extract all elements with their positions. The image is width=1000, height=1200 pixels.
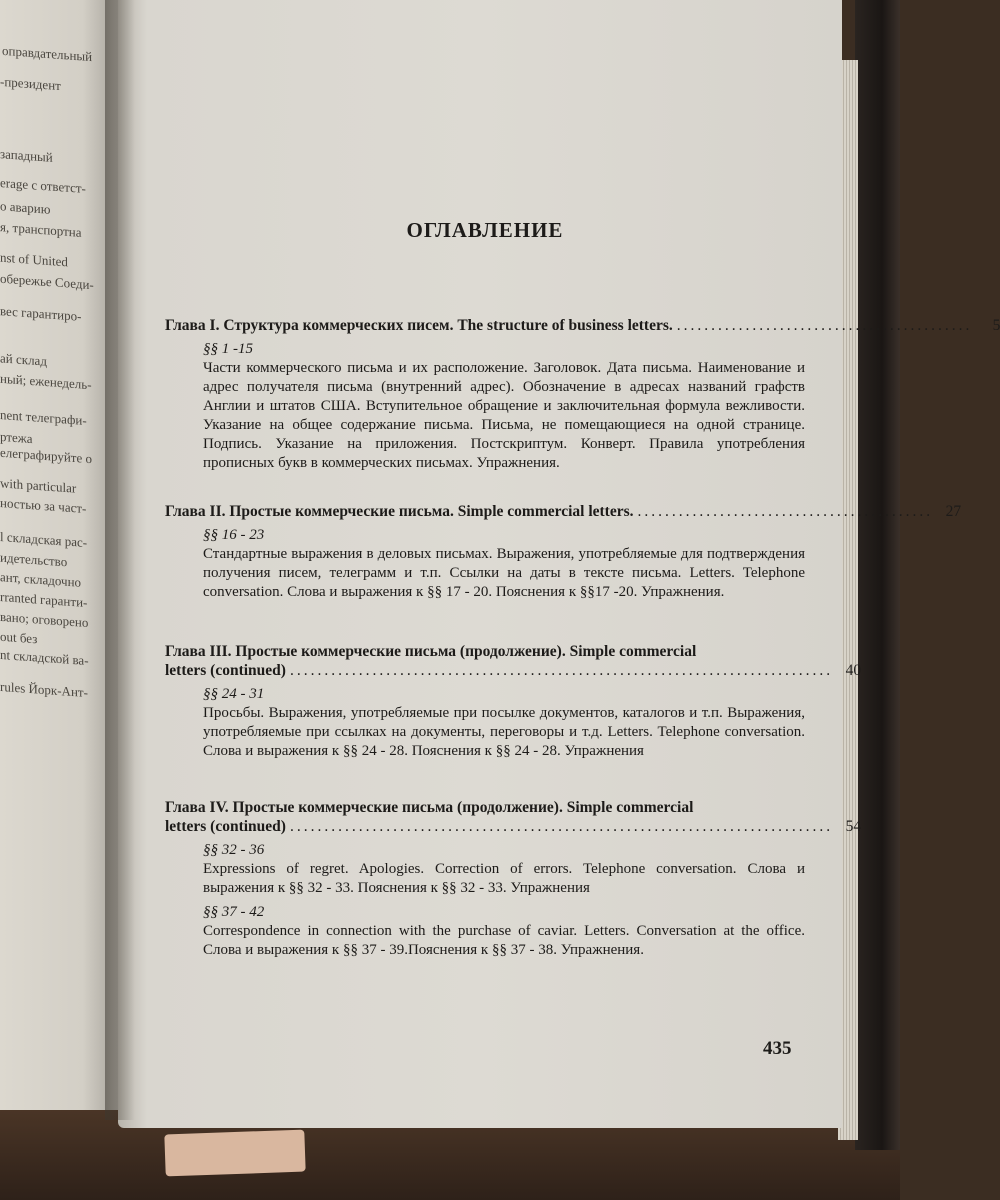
chapter-heading: Глава III. Простые коммерческие письма (продолжение). Simple commercial (165, 643, 697, 660)
chapter-entry (165, 502, 962, 602)
section-ref: §§ 1 -15 (203, 341, 253, 357)
chapter-page-number: 40 (845, 662, 862, 679)
left-page-fragment: rules Йорк-Ант- (0, 678, 88, 701)
page-title: ОГЛАВЛЕНИЕ (406, 218, 564, 242)
left-page-fragment: -президент (0, 73, 61, 94)
chapter-entry (165, 798, 862, 960)
left-page-fragment: ртежа (0, 428, 33, 447)
left-page-fragment: ностью за част- (0, 494, 87, 517)
left-page-fragment: with particular (0, 475, 77, 496)
leader-dots: ............................................................................... (289, 662, 834, 679)
left-page-fragment: nst of United (0, 249, 68, 270)
chapter-entry (165, 316, 1000, 473)
left-page-fragment: erage с ответст- (0, 174, 86, 197)
left-page-fragment: nt складской ва- (0, 646, 89, 669)
left-page-fragment: nent телеграфи- (0, 406, 87, 429)
chapter-heading-continued: letters (continued) (165, 662, 286, 679)
left-page-fragment: out без (0, 628, 38, 647)
left-page-fragment: обережье Соеди- (0, 270, 94, 293)
left-page-fragment: оправдательный (2, 42, 93, 65)
section-ref: §§ 24 - 31 (203, 686, 265, 702)
left-page-fragment: ант, складочно (0, 569, 82, 590)
left-page-fragment: ный; еженедель- (0, 370, 92, 393)
chapter-heading-line (165, 661, 862, 680)
section-description: Expressions of regret. Apologies. Correction of errors. Telephone conversation. Слова и выражения к §§ 32 - 33. Пояснения к §§ 32 - 33. Упражнения (203, 861, 805, 896)
chapter-heading: Глава IV. Простые коммерческие письма (продолжение). Simple commercial (165, 799, 694, 816)
chapter-heading-line (165, 502, 962, 521)
page-number: 435 (763, 1038, 792, 1059)
left-page-fragment: елеграфируйте о (0, 444, 92, 467)
left-page-fragment: западный (0, 146, 53, 165)
left-page-fragment: я, транспортна (0, 219, 82, 240)
chapter-heading-line (165, 316, 1000, 335)
left-page-fragment: о аварию (0, 198, 51, 217)
section-description: Части коммерческого письма и их расположение. Заголовок. Дата письма. Наименование и адрес получателя письма (внутренний адрес). Обозначение в адресах названий графств Англии и штатов США. Вступительное обращение и заключительная формула вежливости. Указание на общее содержание письма. Письма, не помещающиеся на одной странице. Подпись. Указание на приложения. Постскриптум. Конверт. Правила употребления прописных букв в коммерческих письмах. Упражнения. (203, 360, 805, 471)
gutter-shadow (105, 0, 135, 1120)
section-description: Просьбы. Выражения, употребляемые при посылке документов, каталогов и т.п. Выражения, употребляемые при ссылках на документы, переговоры и т.д. Letters. Telephone conversation. Слова и выражения к §§ 24 - 28. Пояснения к §§ 24 - 28. Упражнения (203, 705, 805, 759)
book-cover-edge (855, 0, 900, 1150)
leader-dots: ........................................... (676, 317, 973, 334)
left-page-fragment: ай склад (0, 350, 47, 369)
chapter-page-number: 54 (845, 818, 862, 835)
left-page-fragment: вес гарантиро- (0, 303, 82, 324)
chapter-heading-continued: letters (continued) (165, 818, 286, 835)
section-ref: §§ 32 - 36 (203, 842, 265, 858)
left-page-fragment: идетельство (0, 549, 68, 570)
chapter-page-number: 27 (945, 503, 962, 520)
chapter-entry (165, 642, 862, 761)
leader-dots: ............................................................................... (289, 818, 834, 835)
left-page-fragment: l складская рас- (0, 528, 88, 551)
section-ref: §§ 37 - 42 (203, 904, 265, 920)
chapter-heading: Глава I. Структура коммерческих писем. The structure of business letters. (165, 317, 673, 334)
chapter-page-number: 5 (992, 317, 1000, 334)
left-page-fragment: вано; оговорено (0, 608, 89, 631)
section-description: Correspondence in connection with the purchase of caviar. Letters. Conversation at the office. Слова и выражения к §§ 37 - 39.Пояснения к §§ 37 - 38. Упражнения. (203, 923, 805, 958)
section-ref: §§ 16 - 23 (203, 527, 265, 543)
bookmark-tab (164, 1130, 305, 1177)
left-page (0, 0, 118, 1110)
chapter-heading: Глава II. Простые коммерческие письма. Simple commercial letters. (165, 503, 634, 520)
left-page-fragment: rranted гаранти- (0, 588, 88, 611)
leader-dots: ........................................... (637, 503, 934, 520)
section-description: Стандартные выражения в деловых письмах. Выражения, употребляемые для подтверждения получения писем, телеграмм и т.п. Ссылки на даты в тексте письма. Letters. Telephone conversation. Слова и выражения к §§ 17 - 20. Пояснения к §§17 -20. Упражнения. (203, 546, 805, 600)
chapter-heading-line (165, 817, 862, 836)
